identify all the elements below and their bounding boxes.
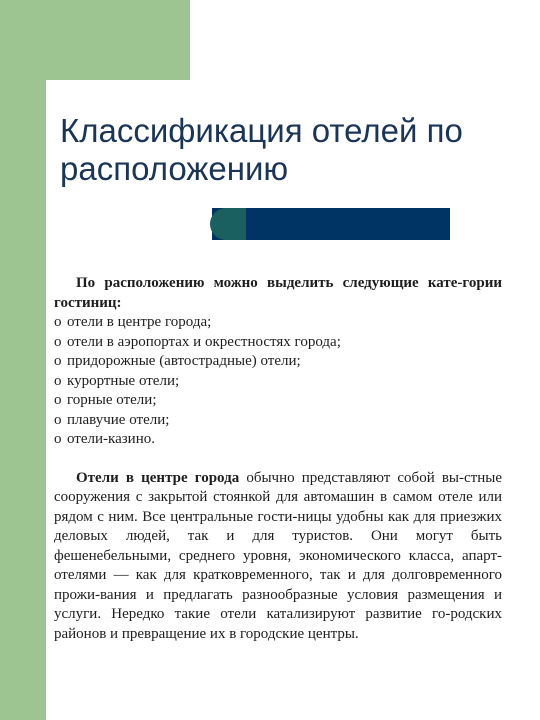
slide-title: Классификация отелей по расположению [60,112,463,187]
paragraph-text: обычно представляют собой вы-стные сооружения с закрытой стоянкой для автомашин в самом отеле или рядом с ним. Все центральные гости-ницы удобны как для приезжих деловых людей, так и для туристов. Они могут быть фешенебельными, среднего уровня, экономического класса, апарт-отелями — как для кратковременного, так и для долговременного прожи-вания и предлагать разнообразные условия размещения и услуги. Нередко такие отели катализируют развитие го-родских районов и превращение их в городские центры. [54,469,502,642]
bullet-marker: о [54,431,62,447]
list-item [54,411,502,431]
list-item [54,372,502,392]
list-item-text: придорожные (автострадные) отели; [67,353,301,369]
list-item [54,352,502,372]
list-item [54,391,502,411]
bullet-marker: о [54,411,62,428]
top-accent-block [0,0,190,80]
bullet-marker: о [54,353,62,369]
bullet-marker: о [54,372,62,389]
title-divider-bar [212,208,450,240]
list-item-text: курортные отели; [67,372,180,389]
list-item [54,333,502,353]
intro-text: По расположению можно выделить следующие кате-гории гостиниц: [54,275,502,311]
city-center-paragraph [54,469,502,645]
bullet-marker: о [54,392,62,408]
category-list [54,313,502,450]
paragraph-lead: Отели в центре города [76,469,240,486]
left-accent-bar [0,0,46,720]
list-item [54,430,502,450]
document-body [54,274,502,644]
list-item-text: отели в аэропортах и окрестностях города; [67,333,341,350]
list-item [54,313,502,333]
bullet-marker: о [54,314,62,330]
title-divider-cap [210,208,246,240]
list-item-text: отели в центре города; [67,314,212,330]
list-item-text: плавучие отели; [67,411,170,428]
list-item-text: горные отели; [67,392,157,408]
intro-paragraph [54,274,502,313]
list-item-text: отели-казино. [67,431,155,447]
bullet-marker: о [54,333,62,350]
